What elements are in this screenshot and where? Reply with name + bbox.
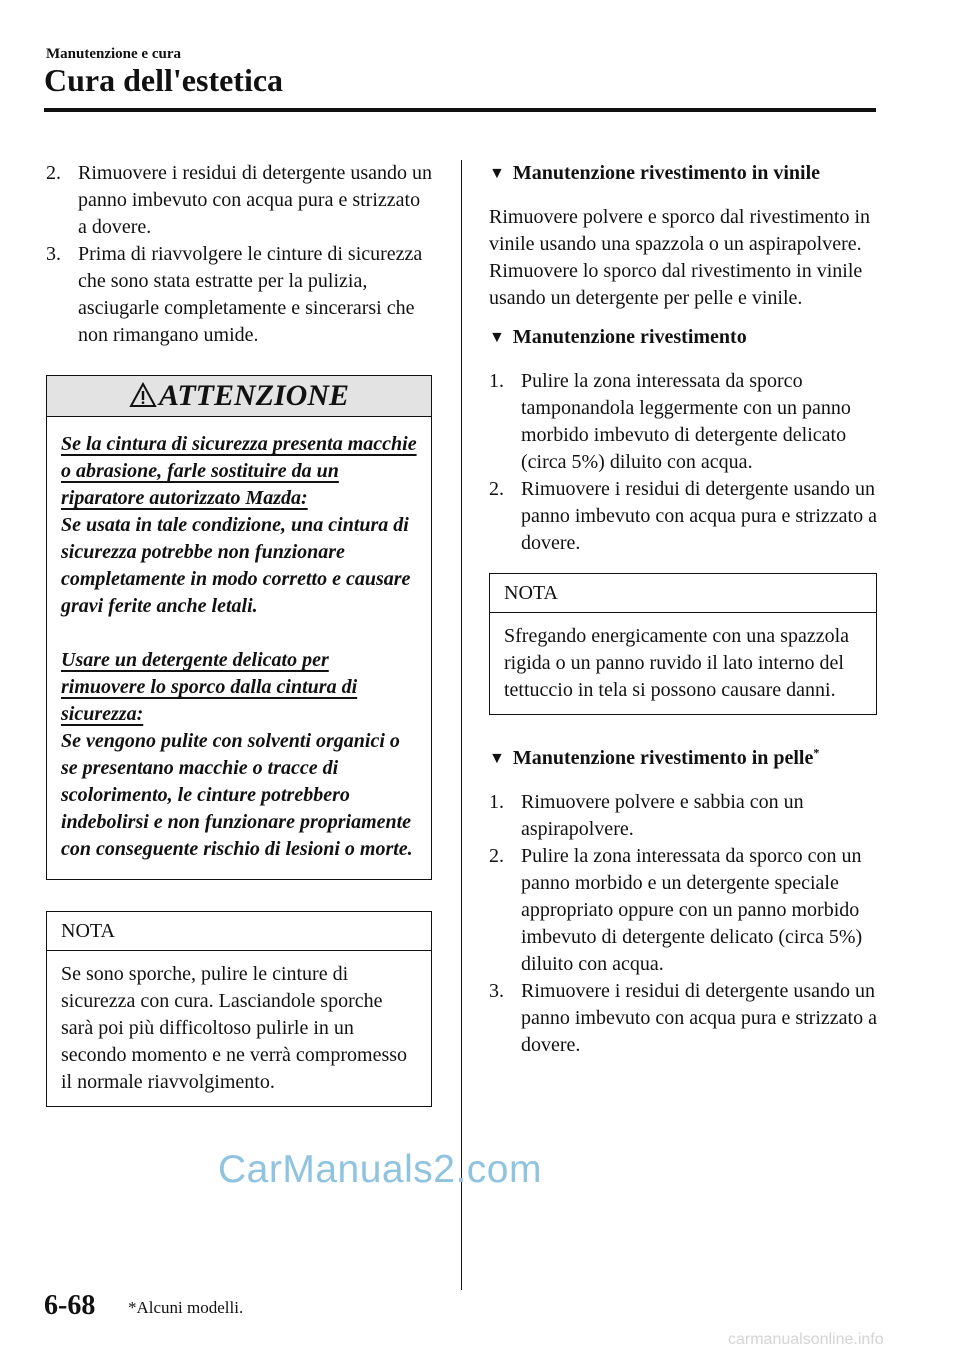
warning-header	[47, 376, 431, 417]
heading-vinyl: ▼ Manutenzione rivestimento in vinile	[489, 162, 821, 184]
chapter-title: Cura dell'estetica	[44, 62, 284, 98]
warning-title: ATTENZIONE	[158, 379, 350, 412]
footnote: *Alcuni modelli.	[128, 1298, 244, 1317]
right-column	[489, 160, 877, 1059]
paragraph: Rimuovere polvere e sporco dal rivestimento in vinile usando una spazzola o un aspirapolvere.	[489, 206, 871, 255]
paragraph: Rimuovere lo sporco dal rivestimento in vinile usando un detergente per pelle e vinile.	[489, 260, 863, 309]
list-item	[46, 160, 432, 241]
site-watermark: carmanualsonline.info	[728, 1331, 884, 1348]
step-number: 1.	[489, 370, 504, 392]
warning-triangle-icon	[129, 382, 157, 408]
list-item	[489, 476, 877, 557]
heading-marker: ▼	[489, 750, 505, 767]
list-item	[489, 978, 877, 1059]
list-item	[46, 241, 432, 349]
warning-heading: Usare un detergente delicato per rimuovere lo sporco dalla cintura di sicurezza:	[61, 649, 358, 725]
step-text: Pulire la zona interessata da sporco con un panno morbido e un detergente speciale appropriato oppure con un panno morbido imbevuto di detergente delicato (circa 5%) diluito con acqua.	[521, 845, 863, 975]
warning-body	[47, 417, 431, 879]
list-item	[489, 789, 877, 843]
step-text: Rimuovere i residui di detergente usando un panno imbevuto con acqua pura e strizzato a dovere.	[521, 980, 877, 1056]
header-rule	[44, 108, 876, 112]
step-text: Rimuovere i residui di detergente usando un panno imbevuto con acqua pura e strizzato a dovere.	[521, 478, 877, 554]
step-number: 3.	[489, 980, 504, 1002]
watermark: CarManuals2.com	[218, 1148, 542, 1191]
page-number: 6-68	[44, 1290, 96, 1321]
heading-marker: ▼	[489, 329, 505, 346]
column-divider	[461, 160, 462, 1290]
note-text: Sfregando energicamente con una spazzola rigida o un panno ruvido il lato interno del tettuccio in tela si possono causare danni.	[504, 625, 850, 701]
warning-heading: Se la cintura di sicurezza presenta macchie o abrasione, farle sostituire da un riparatore autorizzato Mazda:	[61, 433, 417, 509]
heading-fabric: ▼ Manutenzione rivestimento	[489, 326, 747, 348]
heading-marker: ▼	[489, 165, 505, 182]
step-text: Prima di riavvolgere le cinture di sicurezza che sono stata estratte per la pulizia, asciugarle completamente e sincerarsi che non rimangano umide.	[78, 243, 423, 346]
note-box	[489, 573, 877, 715]
note-text: Se sono sporche, pulire le cinture di sicurezza con cura. Lasciandole sporche sarà poi più difficoltoso pulirle in un secondo momento e ne verrà compromesso il normale riavvolgimento.	[61, 963, 408, 1093]
section-title: Manutenzione e cura	[46, 46, 181, 62]
asterisk: *	[813, 745, 820, 760]
step-number: 3.	[46, 243, 61, 265]
note-header: NOTA	[47, 912, 431, 951]
step-text: Rimuovere polvere e sabbia con un aspirapolvere.	[521, 791, 804, 840]
left-column	[46, 160, 432, 1107]
step-number: 2.	[46, 162, 61, 184]
step-number: 2.	[489, 478, 504, 500]
note-box	[46, 911, 432, 1107]
list-item	[489, 843, 877, 978]
step-text: Pulire la zona interessata da sporco tamponandola leggermente con un panno morbido imbevuto di detergente delicato (circa 5%) diluito con acqua.	[521, 370, 851, 473]
list-item	[489, 368, 877, 476]
note-header: NOTA	[490, 574, 876, 613]
warning-box	[46, 375, 432, 880]
step-text: Rimuovere i residui di detergente usando un panno imbevuto con acqua pura e strizzato a dovere.	[78, 162, 432, 238]
warning-text: Se vengono pulite con solventi organici o se presentano macchie o tracce di scolorimento, le cinture potrebbero indebolirsi e non funzionare propriamente con conseguente rischio di lesioni o morte.	[61, 730, 413, 860]
heading-leather: ▼ Manutenzione rivestimento in pelle*	[489, 745, 820, 769]
step-number: 2.	[489, 845, 504, 867]
step-number: 1.	[489, 791, 504, 813]
warning-text: Se usata in tale condizione, una cintura di sicurezza potrebbe non funzionare completamente in modo corretto e causare gravi ferite anche letali.	[61, 514, 411, 617]
